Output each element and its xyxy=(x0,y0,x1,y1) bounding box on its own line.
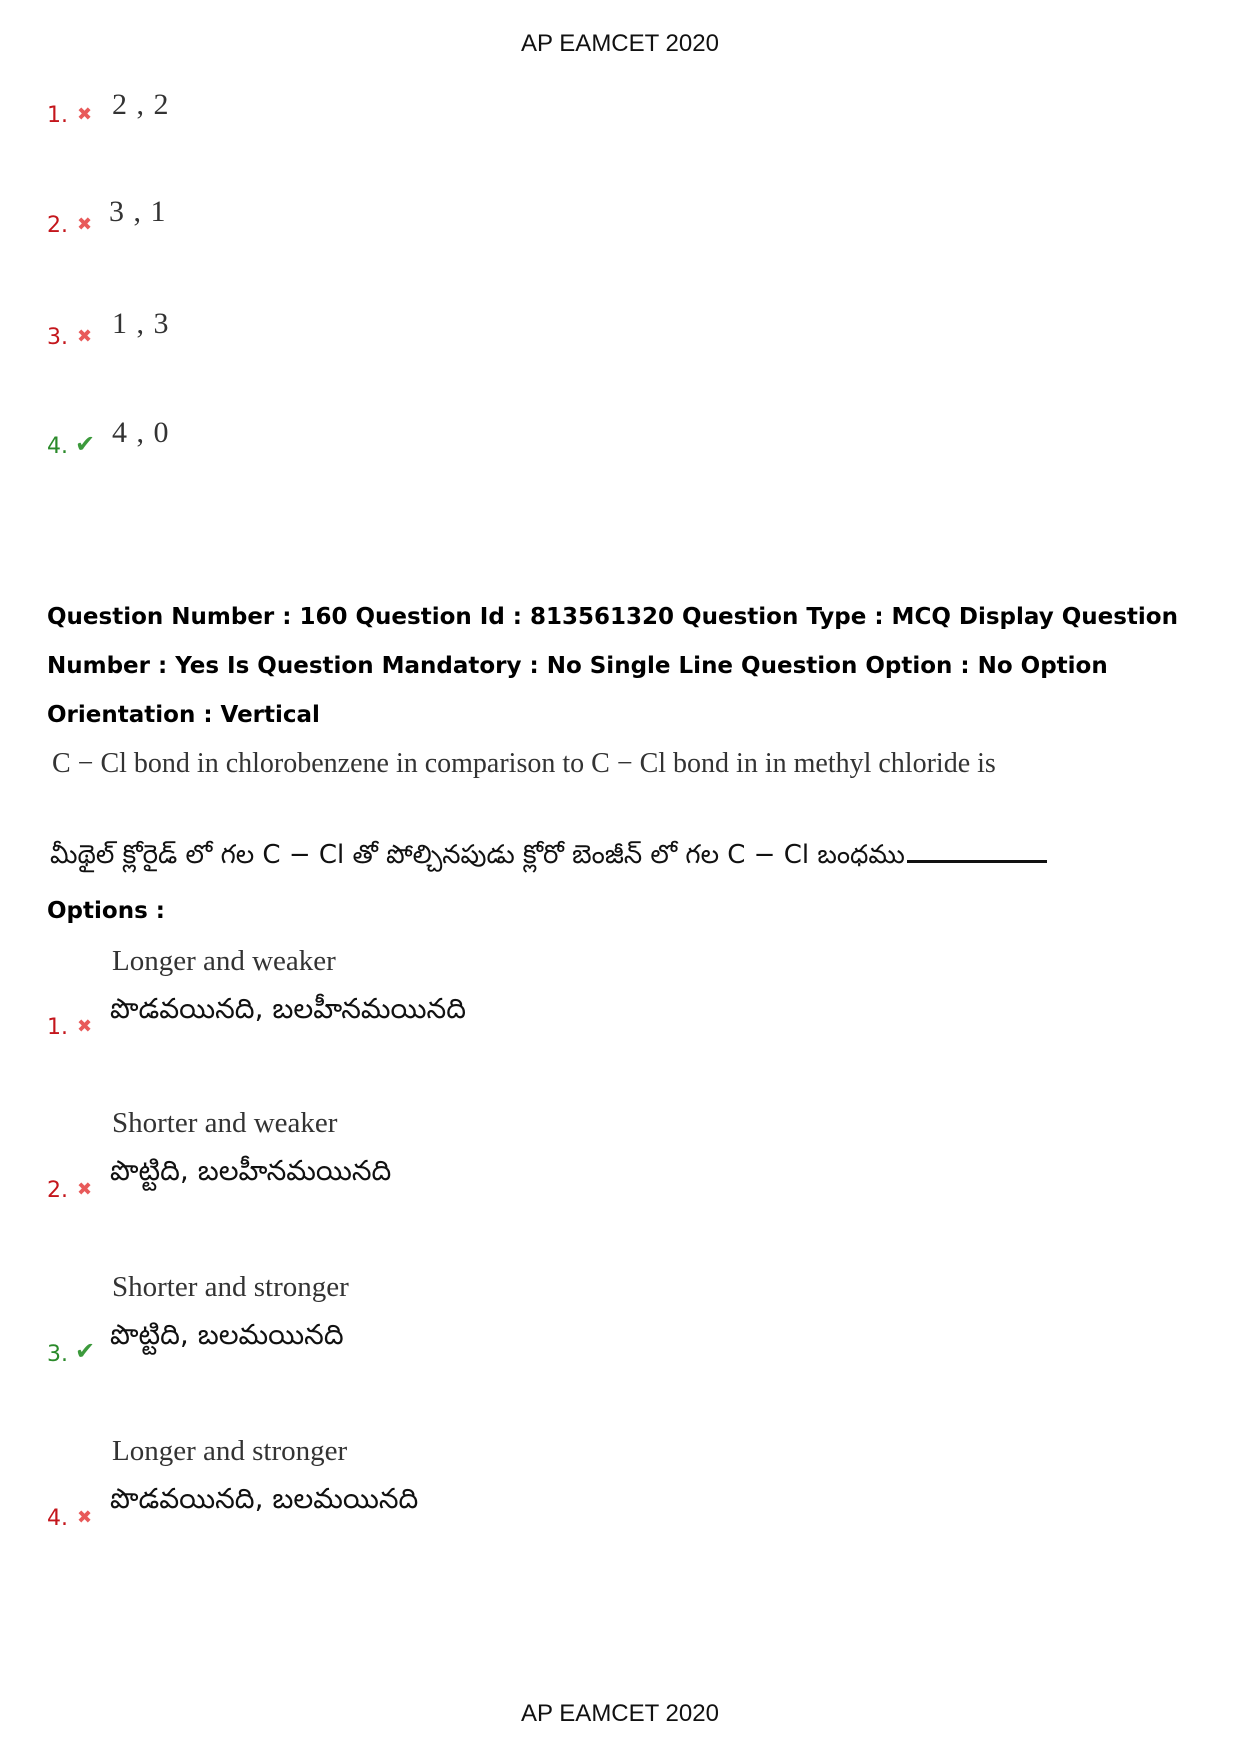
option-number: 3. xyxy=(47,1342,68,1367)
question-text-english: C − Cl bond in chlorobenzene in comparison to C − Cl bond in in methyl chloride is xyxy=(52,748,996,779)
option-number: 4. xyxy=(47,434,68,459)
page-header: AP EAMCET 2020 xyxy=(521,30,719,57)
question-text-telugu xyxy=(50,834,1047,876)
question-text-telugu-content: మీథైల్ క్లోరైడ్ లో గల C − Cl తో పోల్చినపుడు క్లోరో బెంజీన్ లో గల C − Cl బంధము xyxy=(50,840,905,870)
option-number: 1. xyxy=(47,1015,68,1040)
option-text-telugu: పొడవయినది, బలమయినది xyxy=(110,1482,419,1515)
option-text-telugu: పొట్టిది, బలహీనమయినది xyxy=(110,1154,392,1187)
option-text-telugu: పొడవయినది, బలహీనమయినది xyxy=(110,992,466,1025)
question-meta xyxy=(47,593,1197,740)
cross-icon: ✖ xyxy=(77,1016,93,1037)
check-icon: ✔ xyxy=(75,430,96,458)
option-number: 1. xyxy=(47,103,68,128)
option-text-english: Shorter and weaker xyxy=(112,1107,338,1139)
option-value: 4 , 0 xyxy=(112,416,170,449)
question-meta-line-3: Orientation : Vertical xyxy=(47,702,320,728)
option-value: 1 , 3 xyxy=(112,307,170,340)
option-number: 2. xyxy=(47,1178,68,1203)
option-number: 4. xyxy=(47,1506,68,1531)
option-text-telugu: పొట్టిది, బలమయినది xyxy=(110,1318,344,1351)
option-value: 2 , 2 xyxy=(112,88,170,121)
option-value: 3 , 1 xyxy=(109,195,167,228)
check-icon: ✔ xyxy=(75,1337,96,1365)
option-number: 3. xyxy=(47,325,68,350)
cross-icon: ✖ xyxy=(77,1179,93,1200)
question-meta-line-2: Number : Yes Is Question Mandatory : No Single Line Question Option : No Option xyxy=(47,653,1108,679)
options-label: Options : xyxy=(47,898,165,924)
answer-blank xyxy=(907,834,1047,863)
cross-icon: ✖ xyxy=(77,326,93,347)
option-number: 2. xyxy=(47,213,68,238)
cross-icon: ✖ xyxy=(77,104,93,125)
option-text-english: Shorter and stronger xyxy=(112,1271,349,1303)
question-meta-line-1: Question Number : 160 Question Id : 813561320 Question Type : MCQ Display Question xyxy=(47,604,1178,630)
option-text-english: Longer and weaker xyxy=(112,945,336,977)
option-text-english: Longer and stronger xyxy=(112,1435,348,1467)
cross-icon: ✖ xyxy=(77,1507,93,1528)
cross-icon: ✖ xyxy=(77,214,93,235)
page-footer: AP EAMCET 2020 xyxy=(521,1700,719,1727)
